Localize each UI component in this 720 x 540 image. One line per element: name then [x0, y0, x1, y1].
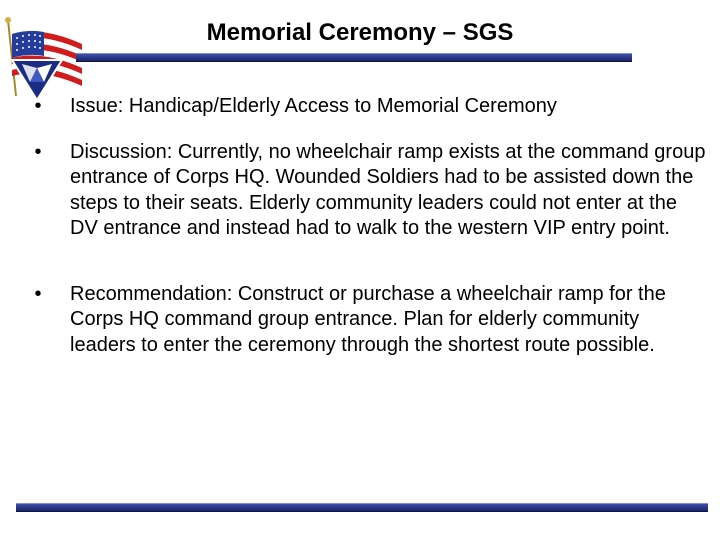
- bullet-marker: •: [34, 95, 42, 117]
- title-divider: [76, 53, 632, 62]
- bullet-recommendation: [28, 282, 708, 359]
- slide-title: Memorial Ceremony – SGS: [206, 19, 514, 46]
- bullet-discussion: [28, 140, 708, 242]
- bullet-marker: •: [34, 282, 42, 305]
- footer-divider: [16, 503, 708, 512]
- bullet-issue: [28, 94, 708, 120]
- bullet-marker: •: [34, 140, 42, 163]
- bullet-list: [28, 94, 708, 358]
- bullet-text: Recommendation: Construct or purchase a wheelchair ramp for the Corps HQ command group entrance. Plan for elderly community leaders to enter the ceremony through the shortest route possible.: [70, 282, 666, 356]
- bullet-text: Discussion: Currently, no wheelchair ramp exists at the command group entrance of Corps HQ. Wounded Soldiers had to be assisted down the steps to their seats. Elderly community leaders could not enter at the DV entrance and instead had to walk to the western VIP entry point.: [70, 140, 706, 239]
- bullet-text: Issue: Handicap/Elderly Access to Memorial Ceremony: [70, 95, 557, 117]
- corps-flag-emblem-icon: [2, 16, 86, 100]
